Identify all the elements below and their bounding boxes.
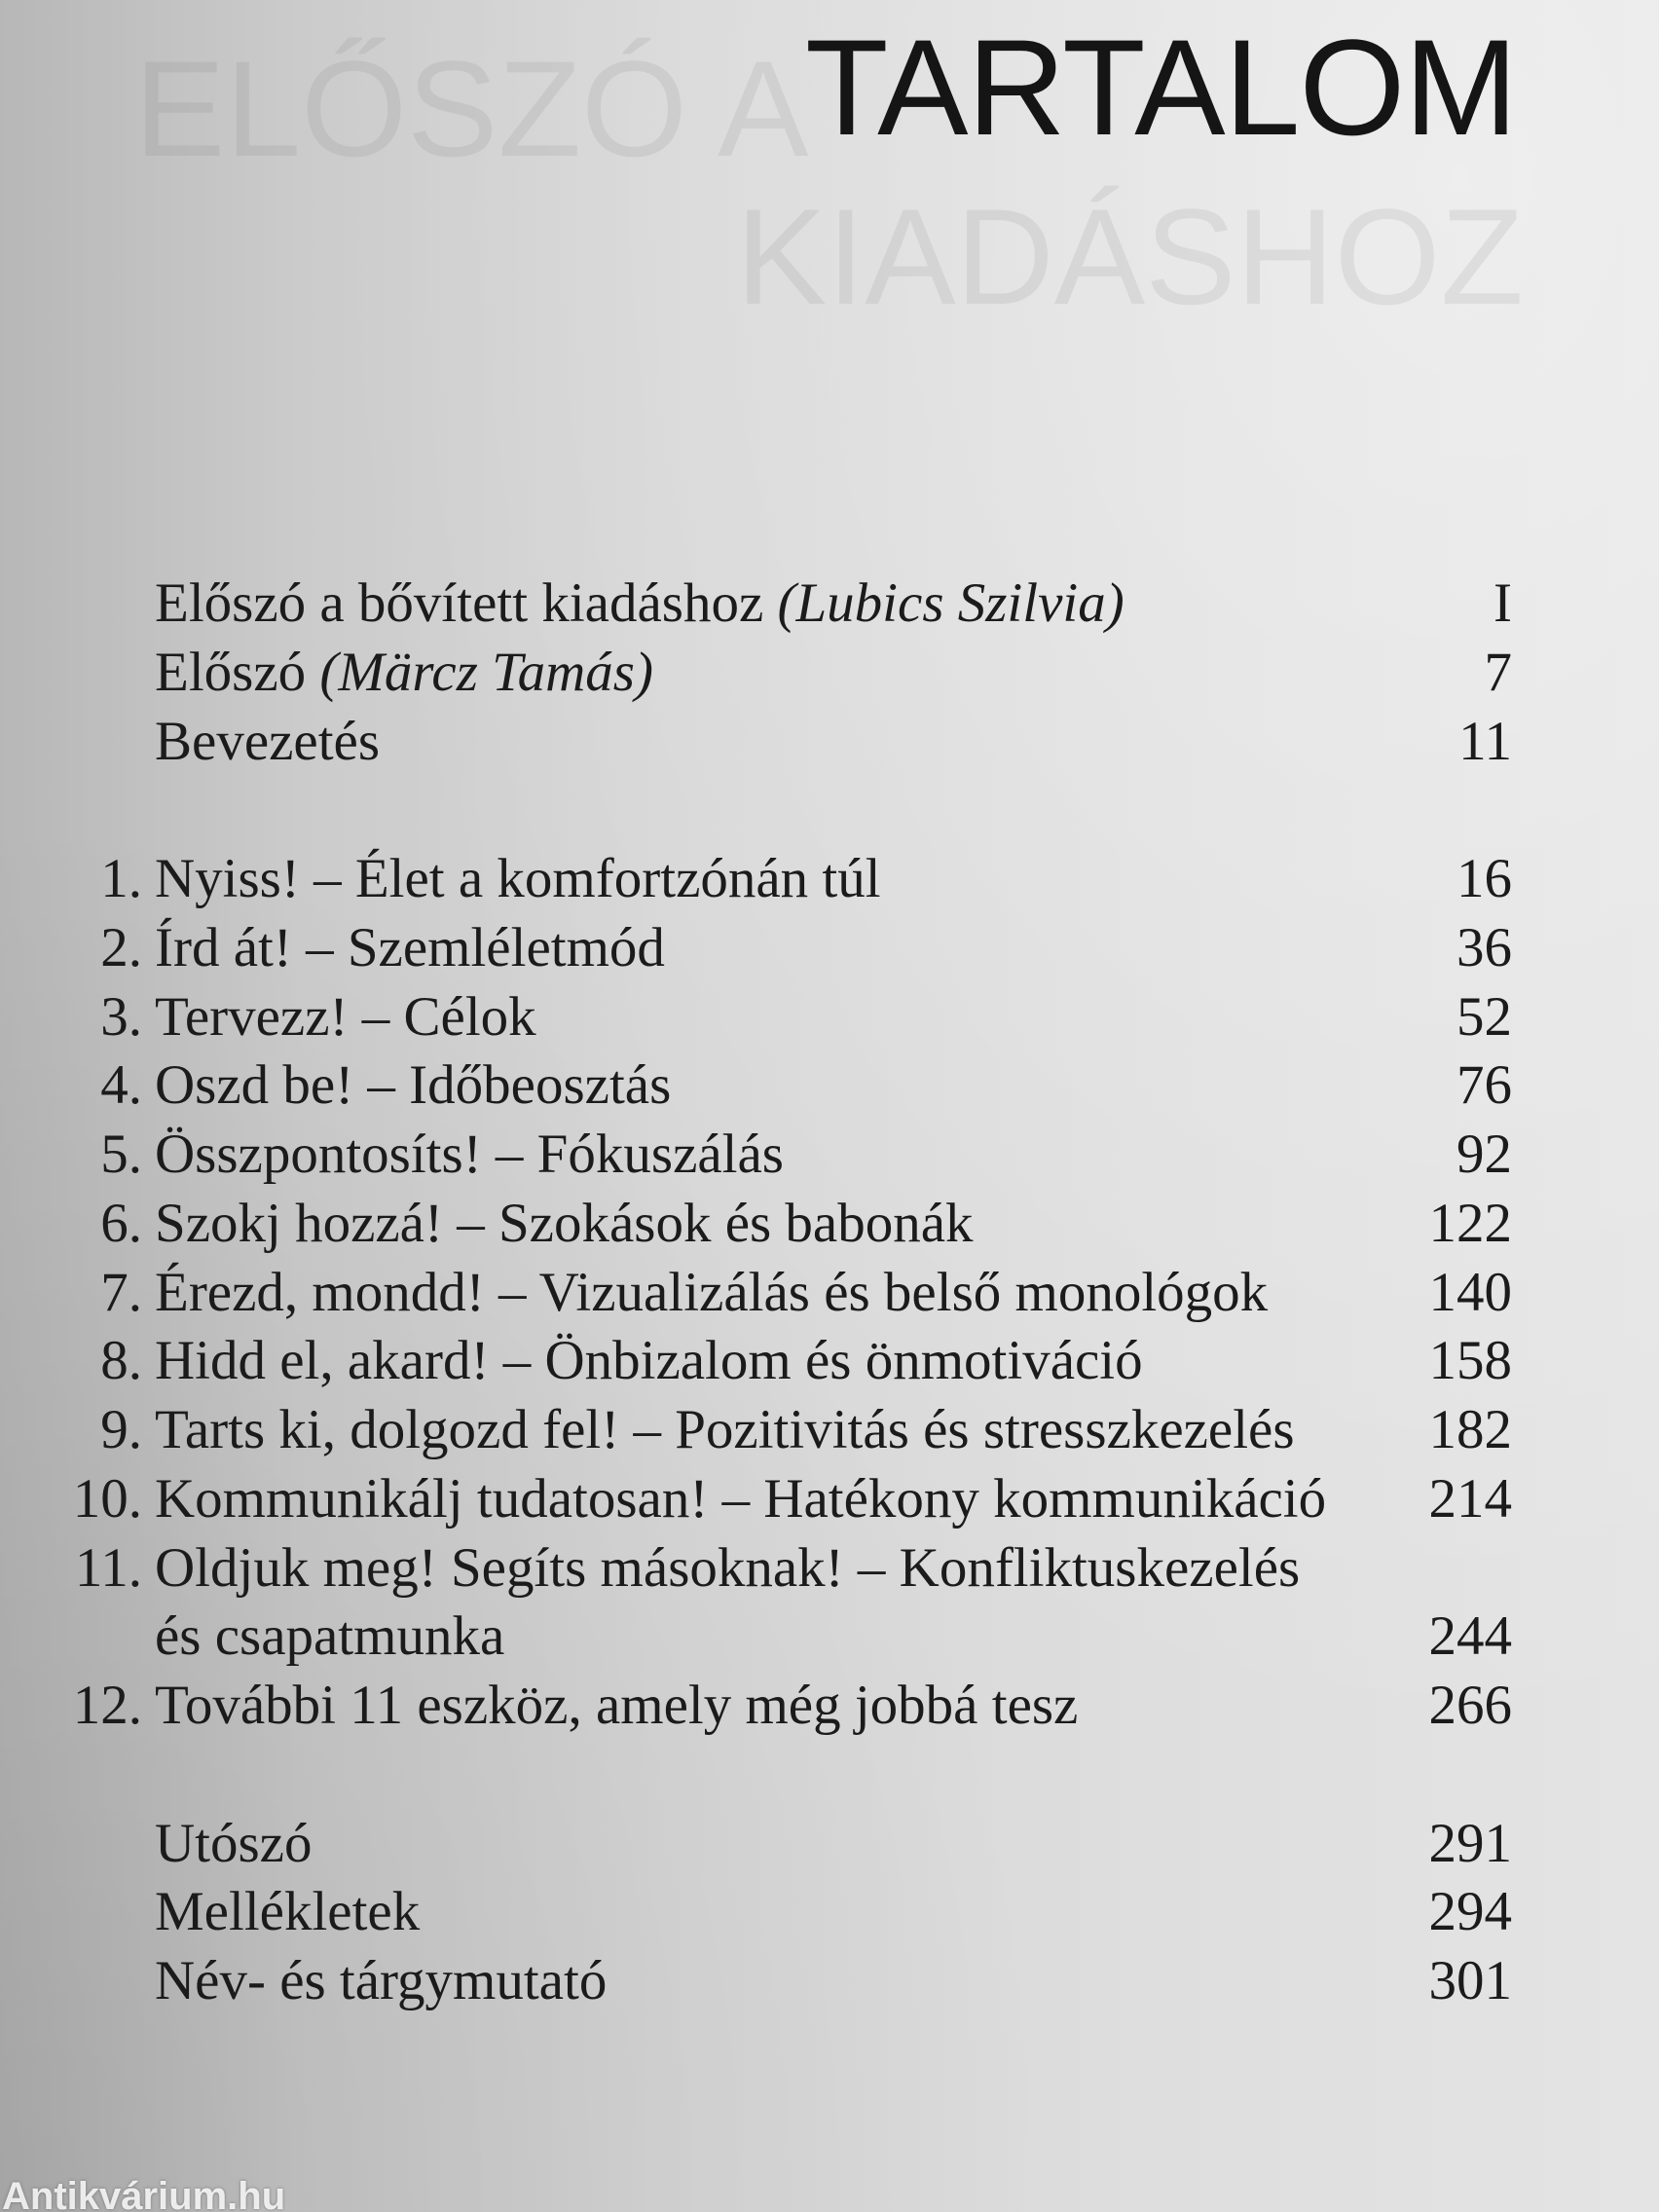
toc-entry-chapter-11-continued: [0, 1603, 1659, 1672]
chapter-number: 10.: [72, 1467, 142, 1530]
entry-title: További 11 eszköz, amely még jobbá tesz: [155, 1675, 1079, 1736]
page-number: 214: [1428, 1467, 1512, 1530]
page-number: 294: [1428, 1881, 1512, 1943]
page-number: 11: [1458, 710, 1512, 772]
entry-title: Írd át! – Szemléletmód: [155, 916, 665, 978]
chapter-number: 7.: [100, 1261, 142, 1323]
toc-entry-chapter-5: [0, 1121, 1659, 1190]
chapter-number: 3.: [100, 985, 142, 1048]
toc-entry-afterword: [0, 1810, 1659, 1879]
table-of-contents: [0, 570, 1659, 2016]
toc-entry-chapter-2: [0, 914, 1659, 983]
entry-title: Érezd, mondd! – Vizualizálás és belső monológok: [155, 1261, 1269, 1323]
watermark: Antikvárium.hu: [2, 2177, 286, 2212]
page-number: I: [1493, 572, 1512, 634]
entry-title: Hidd el, akard! – Önbizalom és önmotiváció: [155, 1330, 1143, 1392]
entry-title: Bevezetés: [155, 710, 381, 772]
bleed-through-heading: KIADÁSHOZ: [735, 180, 1524, 333]
page-number: 244: [1428, 1605, 1512, 1668]
page-number: 266: [1428, 1675, 1512, 1736]
toc-entry-appendices: [0, 1878, 1659, 1947]
chapter-number: 12.: [72, 1675, 142, 1736]
entry-title: Előszó a bővített kiadáshoz (Lubics Szilvia): [155, 572, 1124, 634]
page-number: 140: [1428, 1261, 1512, 1323]
toc-entry-chapter-7: [0, 1259, 1659, 1328]
entry-title-continued: és csapatmunka: [155, 1605, 505, 1668]
chapter-number: 1.: [100, 848, 142, 909]
entry-title: Tervezz! – Célok: [155, 985, 536, 1048]
toc-entry-chapter-10: [0, 1465, 1659, 1534]
page-number: 122: [1428, 1192, 1512, 1254]
page-number: 76: [1456, 1054, 1512, 1117]
bleed-through-heading: ELŐSZÓ A: [134, 32, 809, 185]
toc-entry-chapter-6: [0, 1190, 1659, 1259]
chapter-number: 4.: [100, 1054, 142, 1117]
entry-title: Név- és tárgymutató: [155, 1950, 608, 2011]
toc-entry-preface-extended: [0, 570, 1659, 639]
page-number: 16: [1456, 848, 1512, 909]
chapter-number: 2.: [100, 916, 142, 978]
entry-author: (Märcz Tamás): [319, 641, 653, 703]
entry-title: Tarts ki, dolgozd fel! – Pozitivitás és stresszkezelés: [155, 1399, 1295, 1460]
entry-title: Előszó (Märcz Tamás): [155, 641, 653, 703]
toc-entry-chapter-1: [0, 845, 1659, 914]
section-gap: [0, 776, 1659, 845]
page-number: 7: [1484, 641, 1512, 703]
toc-entry-chapter-12: [0, 1672, 1659, 1741]
toc-entry-chapter-9: [0, 1396, 1659, 1465]
toc-entry-chapter-8: [0, 1327, 1659, 1396]
page-title: TARTALOM: [805, 11, 1517, 164]
toc-entry-chapter-3: [0, 983, 1659, 1052]
chapter-number: 11.: [74, 1536, 142, 1599]
page-number: 52: [1456, 985, 1512, 1048]
entry-title: Oszd be! – Időbeosztás: [155, 1054, 672, 1117]
page-number: 158: [1428, 1330, 1512, 1392]
chapter-number: 8.: [100, 1330, 142, 1392]
chapter-number: 5.: [100, 1124, 142, 1185]
toc-entry-introduction: [0, 708, 1659, 777]
entry-title: Mellékletek: [155, 1881, 421, 1943]
chapter-number: 6.: [100, 1192, 142, 1254]
entry-title: Szokj hozzá! – Szokások és babonák: [155, 1192, 974, 1254]
entry-title: Összpontosíts! – Fókuszálás: [155, 1124, 784, 1185]
toc-entry-chapter-4: [0, 1051, 1659, 1121]
entry-title: Oldjuk meg! Segíts másoknak! – Konfliktuskezelés: [155, 1536, 1301, 1599]
toc-entry-preface: [0, 639, 1659, 708]
page-number: 36: [1456, 916, 1512, 978]
page-number: 92: [1456, 1124, 1512, 1185]
entry-title: Kommunikálj tudatosan! – Hatékony kommunikáció: [155, 1467, 1327, 1530]
page-number: 182: [1428, 1399, 1512, 1460]
chapter-number: 9.: [100, 1399, 142, 1460]
toc-entry-chapter-11: [0, 1534, 1659, 1604]
section-gap: [0, 1741, 1659, 1810]
toc-entry-index: [0, 1947, 1659, 2016]
page-number: 291: [1428, 1812, 1512, 1874]
entry-author: (Lubics Szilvia): [777, 572, 1124, 634]
page-number: 301: [1428, 1950, 1512, 2011]
entry-title: Nyiss! – Élet a komfortzónán túl: [155, 848, 881, 909]
entry-title: Utószó: [155, 1812, 313, 1874]
